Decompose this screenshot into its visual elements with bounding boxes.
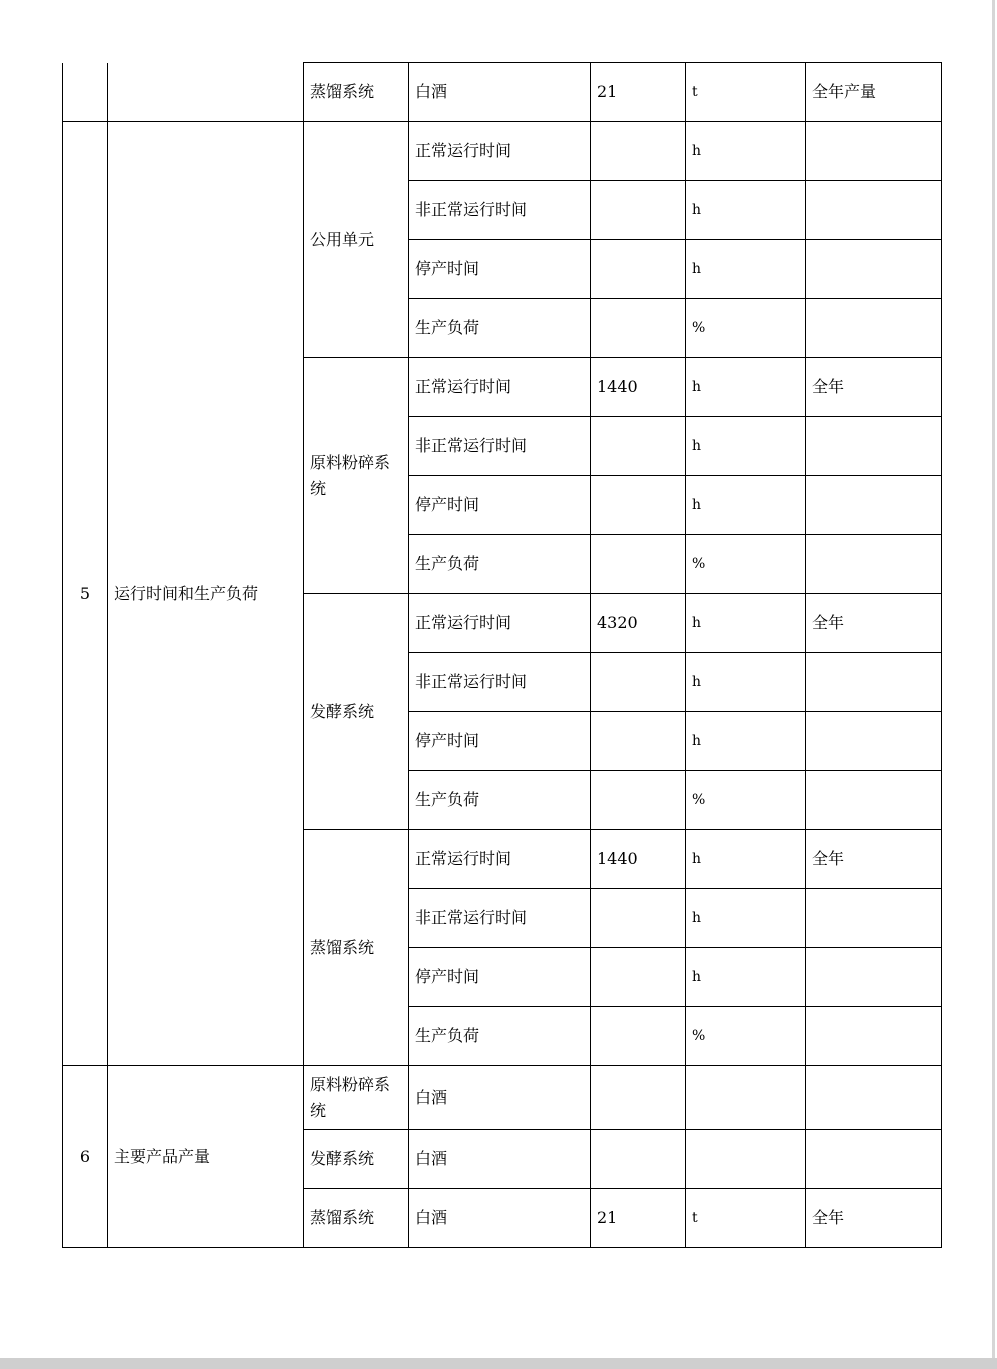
value-cell [591, 712, 686, 771]
value-cell [591, 948, 686, 1007]
note-cell [806, 476, 942, 535]
indicator-cell: 非正常运行时间 [409, 417, 591, 476]
note-cell: 全年产量 [806, 63, 942, 122]
item-cell: 运行时间和生产负荷 [108, 122, 304, 1066]
indicator-cell: 停产时间 [409, 476, 591, 535]
page-edge-bottom [0, 1358, 997, 1369]
unit-cell: h [686, 122, 806, 181]
note-cell [806, 299, 942, 358]
unit-cell: h [686, 830, 806, 889]
system-cell: 发酵系统 [304, 594, 409, 830]
unit-cell: h [686, 712, 806, 771]
seq-cell [63, 63, 108, 122]
indicator-cell: 生产负荷 [409, 535, 591, 594]
value-cell [591, 122, 686, 181]
note-cell [806, 122, 942, 181]
indicator-cell: 生产负荷 [409, 1007, 591, 1066]
indicator-cell: 停产时间 [409, 712, 591, 771]
system-cell: 公用单元 [304, 122, 409, 358]
note-cell [806, 1130, 942, 1189]
note-cell [806, 535, 942, 594]
system-cell: 原料粉碎系统 [304, 358, 409, 594]
unit-cell: h [686, 476, 806, 535]
unit-cell: h [686, 889, 806, 948]
indicator-cell: 白酒 [409, 1130, 591, 1189]
indicator-cell: 正常运行时间 [409, 594, 591, 653]
value-cell [591, 1130, 686, 1189]
indicator-cell: 正常运行时间 [409, 358, 591, 417]
table-row [63, 63, 942, 122]
note-cell [806, 653, 942, 712]
unit-cell [686, 1130, 806, 1189]
note-cell [806, 948, 942, 1007]
value-cell [591, 535, 686, 594]
value-cell [591, 240, 686, 299]
note-cell: 全年 [806, 1189, 942, 1248]
unit-cell: h [686, 594, 806, 653]
unit-cell: h [686, 417, 806, 476]
item-cell: 主要产品产量 [108, 1066, 304, 1248]
seq-cell: 6 [63, 1066, 108, 1248]
note-cell [806, 712, 942, 771]
note-cell [806, 240, 942, 299]
unit-cell [686, 1066, 806, 1130]
unit-cell: % [686, 299, 806, 358]
table-row [63, 1066, 942, 1130]
unit-cell: t [686, 1189, 806, 1248]
note-cell [806, 771, 942, 830]
value-cell [591, 417, 686, 476]
page-edge-right [992, 0, 995, 1369]
indicator-cell: 白酒 [409, 63, 591, 122]
value-cell [591, 889, 686, 948]
value-cell: 1440 [591, 358, 686, 417]
indicator-cell: 正常运行时间 [409, 122, 591, 181]
value-cell [591, 1066, 686, 1130]
indicator-cell: 生产负荷 [409, 771, 591, 830]
value-cell [591, 181, 686, 240]
note-cell: 全年 [806, 830, 942, 889]
indicator-cell: 非正常运行时间 [409, 181, 591, 240]
unit-cell: % [686, 771, 806, 830]
value-cell [591, 299, 686, 358]
value-cell: 4320 [591, 594, 686, 653]
item-cell [108, 63, 304, 122]
unit-cell: h [686, 181, 806, 240]
indicator-cell: 非正常运行时间 [409, 653, 591, 712]
note-cell [806, 889, 942, 948]
seq-cell: 5 [63, 122, 108, 1066]
value-cell [591, 771, 686, 830]
unit-cell: % [686, 1007, 806, 1066]
value-cell: 1440 [591, 830, 686, 889]
indicator-cell: 生产负荷 [409, 299, 591, 358]
table-row [63, 122, 942, 181]
value-cell: 21 [591, 1189, 686, 1248]
note-cell [806, 1007, 942, 1066]
unit-cell: t [686, 63, 806, 122]
production-data-table [62, 62, 942, 1248]
value-cell [591, 653, 686, 712]
indicator-cell: 停产时间 [409, 948, 591, 1007]
value-cell [591, 476, 686, 535]
system-cell: 原料粉碎系统 [304, 1066, 409, 1130]
value-cell: 21 [591, 63, 686, 122]
unit-cell: h [686, 653, 806, 712]
system-cell: 蒸馏系统 [304, 63, 409, 122]
note-cell [806, 1066, 942, 1130]
system-cell: 蒸馏系统 [304, 830, 409, 1066]
indicator-cell: 非正常运行时间 [409, 889, 591, 948]
indicator-cell: 白酒 [409, 1066, 591, 1130]
note-cell [806, 417, 942, 476]
system-cell: 蒸馏系统 [304, 1189, 409, 1248]
unit-cell: h [686, 948, 806, 1007]
note-cell: 全年 [806, 358, 942, 417]
note-cell [806, 181, 942, 240]
unit-cell: % [686, 535, 806, 594]
system-cell: 发酵系统 [304, 1130, 409, 1189]
value-cell [591, 1007, 686, 1066]
unit-cell: h [686, 358, 806, 417]
indicator-cell: 停产时间 [409, 240, 591, 299]
note-cell: 全年 [806, 594, 942, 653]
indicator-cell: 正常运行时间 [409, 830, 591, 889]
unit-cell: h [686, 240, 806, 299]
indicator-cell: 白酒 [409, 1189, 591, 1248]
